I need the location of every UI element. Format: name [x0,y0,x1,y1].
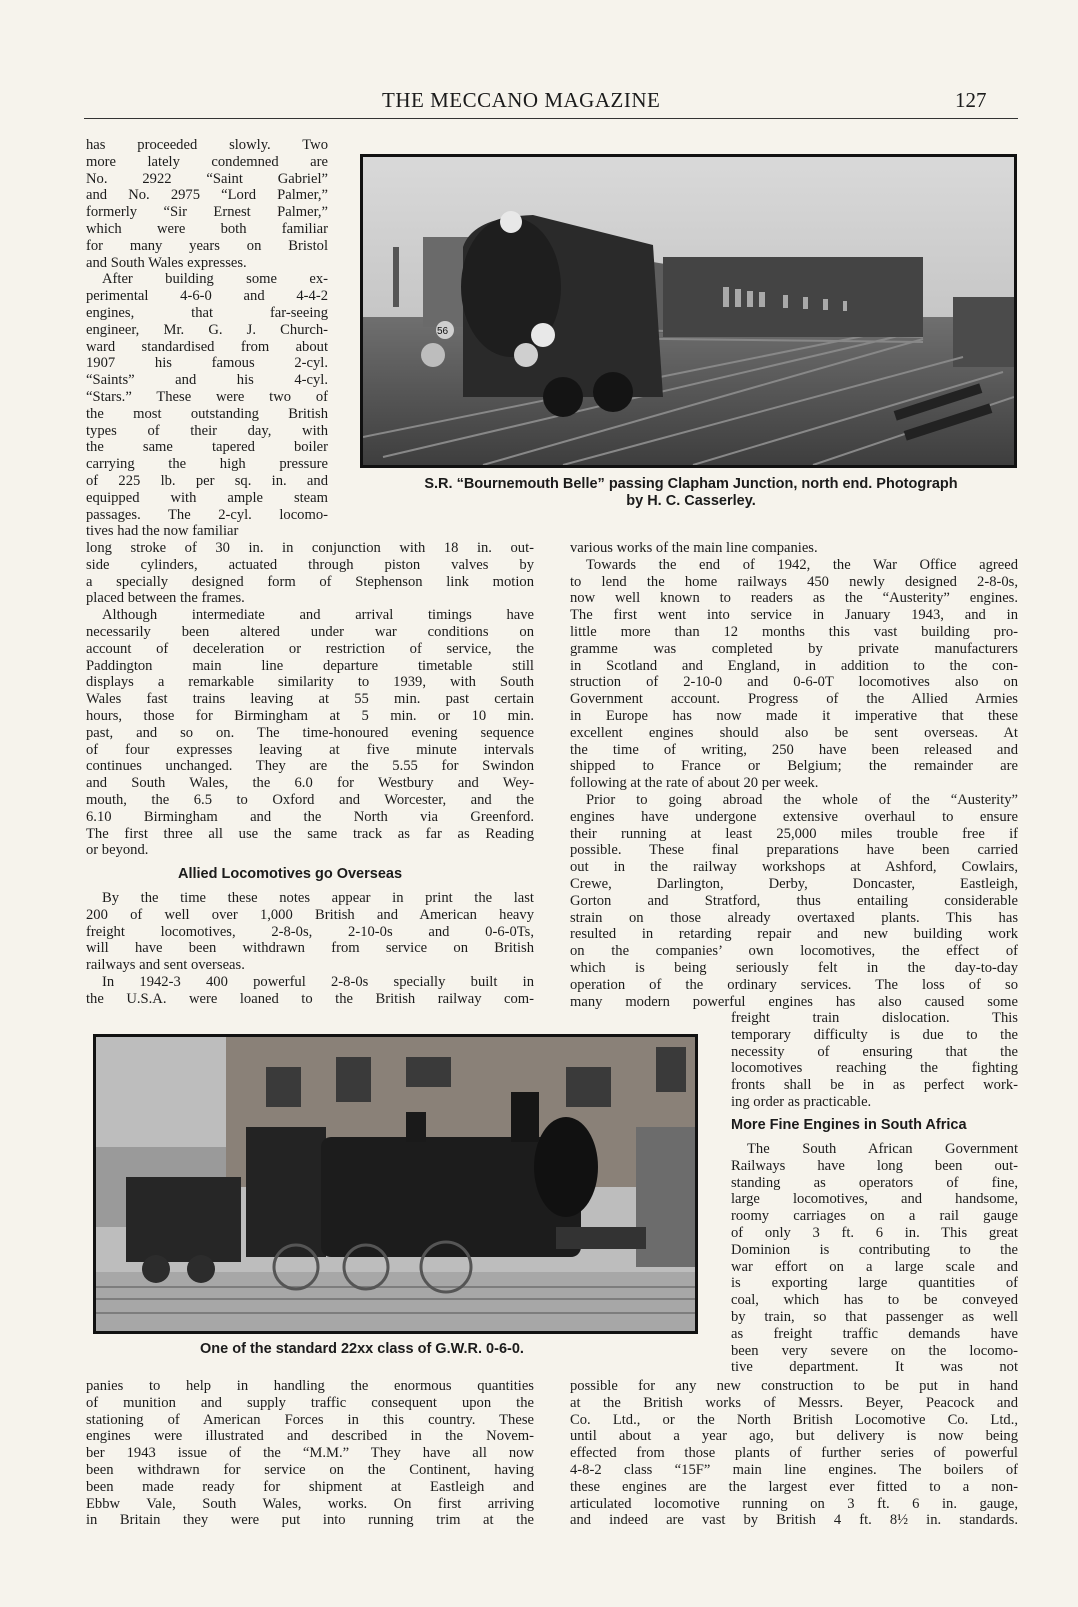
text-line: operation of the ordinary services. The loss of so [570,976,1018,993]
text-line: Ebbw Vale, South Wales, works. On first arriving [86,1495,534,1512]
text-line: account of deceleration or restriction of service, the [86,640,534,657]
text-line: The South African Government [747,1141,1018,1157]
text-line: By the time these notes appear in print the last [102,890,534,906]
text-line: 1907 his famous 2-cyl. [86,355,328,372]
text-line: Railways have long been out- [731,1157,1018,1174]
text-line: of four expresses leaving at five minute intervals [86,741,534,758]
subhead-south-africa: More Fine Engines in South Africa [731,1117,967,1133]
text-line: tive department. It was not [731,1359,1018,1376]
text-line: will have been withdrawn from service on British [86,940,534,957]
text-line: engines were illustrated and described in the Novem- [86,1428,534,1445]
text-line: and South Wales expresses. [86,254,247,271]
text-line: is exporting large quantities of [731,1275,1018,1292]
text-line: ing order as practicable. [731,1093,872,1110]
col2-sa-text [731,1141,1018,1376]
text-line: in Britain they were put into running trim at the [86,1512,534,1529]
text-line: of 225 lb. per sq. in. and [86,472,328,489]
text-line: long stroke of 30 in. in conjunction with 18 in. out- [86,540,534,556]
text-line: continues unchanged. They are the 5.55 for Swindon [86,758,534,775]
text-line: After building some ex- [102,271,328,288]
photo-gwr-22xx [93,1034,698,1334]
text-line: railways and sent overseas. [86,957,245,974]
text-line: and indeed are vast by British 4 ft. 8½ in. standards. [570,1512,1018,1529]
col1-top-text [86,137,328,540]
text-line: which is being seriously felt in the day-to-day [570,959,1018,976]
col1-allied-text [86,890,534,1008]
text-line: effected from those plants of further series of powerful [570,1445,1018,1462]
text-line: been withdrawn for service on the Continent, having [86,1461,534,1478]
text-line: 4-8-2 class “15F” main line engines. The boilers of [570,1461,1018,1478]
text-line: the U.S.A. were loaned to the British railway com- [86,990,534,1007]
text-line: Crewe, Darlington, Derby, Doncaster, Eastleigh, [570,875,1018,892]
text-line: formerly “Sir Ernest Palmer,” [86,204,328,221]
text-line: hours, those for Birmingham at 5 min. or 10 min. [86,707,534,724]
text-line: for many years on Bristol [86,237,328,254]
text-line: coal, which has to be conveyed [731,1292,1018,1309]
text-line: Towards the end of 1942, the War Office agreed [586,556,1018,573]
text-line: Dominion is contributing to the [731,1241,1018,1258]
text-line: past, and so on. The time-honoured evening sequence [86,724,534,741]
text-line: 6.10 Birmingham and the North via Greenford. [86,808,534,825]
text-line: freight locomotives, 2-8-0s, 2-10-0s and 0-6-0Ts, [86,923,534,940]
text-line: tives had the now familiar [86,523,239,540]
text-line: standing as operators of fine, [731,1174,1018,1191]
text-line: “Stars.” These were two of [86,388,328,405]
col2-main-text [570,540,1018,1010]
text-line: carrying the high pressure [86,456,328,473]
text-line: The first went into service in January 1943, and in [570,607,1018,624]
page-number: 127 [955,88,987,112]
text-line: temporary difficulty is due to the [731,1026,1018,1043]
text-line: strain on those already overtaxed plants. This has [570,909,1018,926]
text-line: at the British works of Messrs. Beyer, Peacock and [570,1394,1018,1411]
text-line: necessarily been altered under war conditions on [86,623,534,640]
text-line: various works of the main line companies. [570,540,818,556]
header-rule [84,118,1018,119]
text-line: gramme was completed by private manufacturers [570,640,1018,657]
text-line: Although intermediate and arrival timings have [102,607,534,624]
text-line: mouth, the 6.5 to Oxford and Worcester, and the [86,791,534,808]
text-line: and South Wales, the 6.0 for Westbury and Wey- [86,775,534,792]
text-line: possible. These final preparations have been carried [570,842,1018,859]
text-line: Gorton and Stratford, thus entailing considerable [570,892,1018,909]
text-line: or beyond. [86,842,149,859]
text-line: the most outstanding British [86,405,328,422]
text-line: stationing of American Forces in this country. These [86,1411,534,1428]
text-line: a specially designed form of Stephenson link motion [86,573,534,590]
text-line: side cylinders, actuated through piston valves by [86,556,534,573]
caption-line: S.R. “Bournemouth Belle” passing Clapham Junction, north end. Photograph [424,476,958,492]
text-line: in Europe has now made it imperative that these [570,707,1018,724]
text-line: locomotives reaching the fighting [731,1060,1018,1077]
caption-line: by H. C. Casserley. [626,493,756,509]
text-line: to lend the home railways 450 newly designed 2-8-0s, [570,573,1018,590]
text-line: freight train dislocation. This [731,1010,1018,1026]
text-line: of only 3 ft. 6 in. This great [731,1224,1018,1241]
text-line: fronts shall be in as perfect work- [731,1077,1018,1094]
text-line: Paddington main line departure timetable still [86,657,534,674]
locomotive-number: 56 [437,326,449,337]
col2-bottom-text [570,1378,1018,1529]
text-line: The first three all use the same track as far as Reading [86,825,534,842]
text-line: resulted in retarding repair and new building work [570,926,1018,943]
text-line: more lately condemned are [86,153,328,170]
text-line: until about a year ago, but delivery is now being [570,1428,1018,1445]
caption-top-photo [367,476,1015,510]
text-line: types of their day, with [86,422,328,439]
text-line: following at the rate of about 20 per week. [570,775,819,792]
text-line: “Saints” and his 4-cyl. [86,372,328,389]
text-line: possible for any new construction to be put in hand [570,1378,1018,1394]
text-line: little more than 12 months this vast building pro- [570,623,1018,640]
text-line: engines have undergone extensive overhaul to ensure [570,808,1018,825]
col1-mid-text [86,540,534,859]
text-line: roomy carriages on a rail gauge [731,1208,1018,1225]
text-line: engines, that far-seeing [86,304,328,321]
text-line: ward standardised from about [86,338,328,355]
text-line: large locomotives, and handsome, [731,1191,1018,1208]
text-line: displays a remarkable similarity to 1939, with South [86,674,534,691]
text-line: ber 1943 issue of the “M.M.” They have all now [86,1445,534,1462]
text-line: which were both familiar [86,220,328,237]
text-line: the same tapered boiler [86,439,328,456]
text-line: by train, so that passenger as well [731,1308,1018,1325]
text-line: in Scotland and England, in addition to the con- [570,657,1018,674]
text-line: out in the railway workshops at Ashford, Cowlairs, [570,859,1018,876]
text-line: been very severe on the locomo- [731,1342,1018,1359]
text-line: struction of 2-10-0 and 0-6-0T locomotives also on [570,674,1018,691]
text-line: been made ready for shipment at Eastleigh and [86,1478,534,1495]
text-line: placed between the frames. [86,590,245,607]
text-line: engineer, Mr. G. J. Church- [86,321,328,338]
text-line: perimental 4-6-0 and 4-4-2 [86,288,328,305]
text-line: excellent engines should also be sent overseas. At [570,724,1018,741]
text-line: equipped with ample steam [86,489,328,506]
text-line: necessity of ensuring that the [731,1043,1018,1060]
text-line: In 1942-3 400 powerful 2-8-0s specially built in [102,973,534,990]
caption-bottom-photo: One of the standard 22xx class of G.W.R. 0-6-0. [200,1341,524,1357]
text-line: of munition and supply traffic consequent upon the [86,1394,534,1411]
text-line: No. 2922 “Saint Gabriel” [86,170,328,187]
subhead-allied-locomotives: Allied Locomotives go Overseas [178,866,403,882]
text-line: these engines are the largest ever fitted to a non- [570,1478,1018,1495]
text-line: has proceeded slowly. Two [86,137,328,153]
text-line: many modern powerful engines has also caused some [570,993,1018,1010]
text-line: Wales fast trains leaving at 55 min. past certain [86,691,534,708]
text-line: on the companies’ own locomotives, the effect of [570,943,1018,960]
text-line: their running at least 25,000 miles trouble free if [570,825,1018,842]
text-line: and No. 2975 “Lord Palmer,” [86,187,328,204]
magazine-title: THE MECCANO MAGAZINE [382,88,661,112]
text-line: Government account. Progress of the Allied Armies [570,691,1018,708]
photo-bournemouth-belle [360,154,1017,468]
text-line: war effort on a large scale and [731,1258,1018,1275]
text-line: panies to help in handling the enormous quantities [86,1378,534,1394]
text-line: shipped to France or Belgium; the remainder are [570,758,1018,775]
text-line: Prior to going abroad the whole of the “Austerity” [586,791,1018,808]
text-line: the time of writing, 250 have been released and [570,741,1018,758]
text-line: now well known to readers as the “Austerity” engines. [570,590,1018,607]
text-line: articulated locomotive running on 3 ft. 6 in. gauge, [570,1495,1018,1512]
col1-bottom-text [86,1378,534,1529]
text-line: 200 of well over 1,000 British and American heavy [86,906,534,923]
text-line: as freight traffic demands have [731,1325,1018,1342]
text-line: passages. The 2-cyl. locomo- [86,506,328,523]
text-line: Co. Ltd., or the North British Locomotive Co. Ltd., [570,1411,1018,1428]
col2-narrow-text [731,1010,1018,1111]
